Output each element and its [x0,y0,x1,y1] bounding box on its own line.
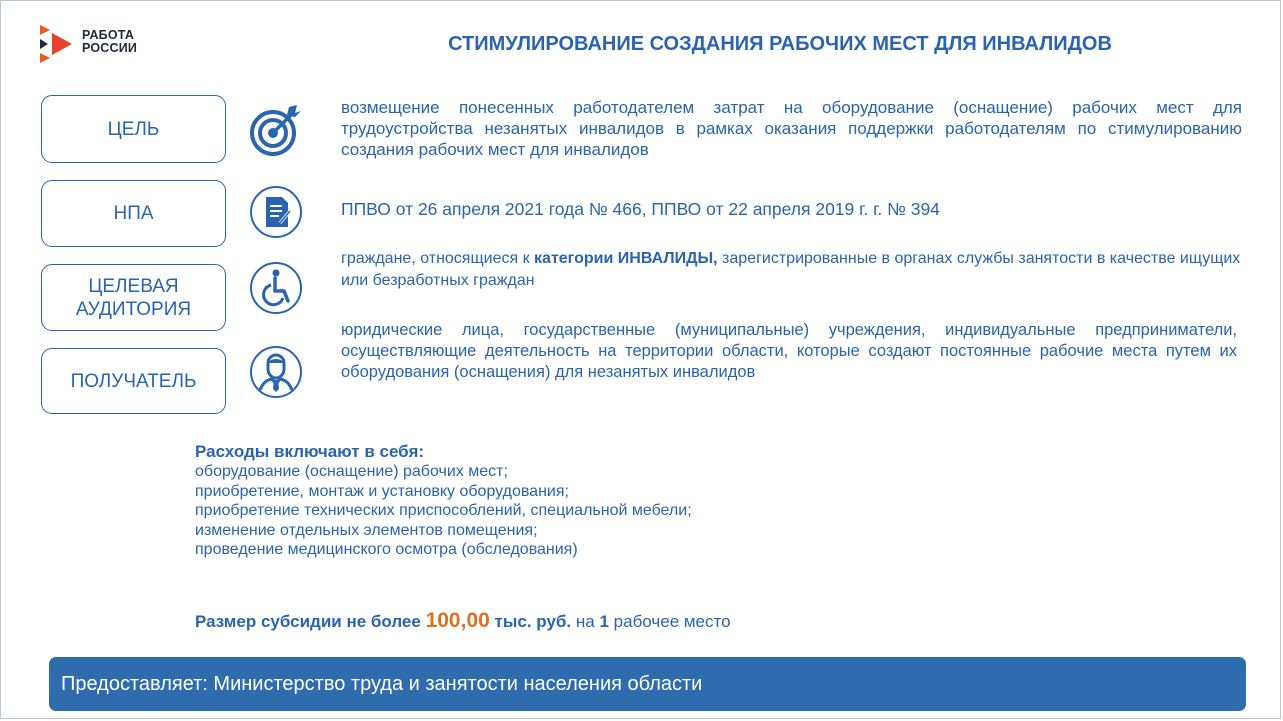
document-icon [249,185,303,239]
npa-label-box [41,180,226,247]
subsidy-prefix: Размер субсидии не более [195,612,421,631]
audience-text [341,248,1242,292]
audience-label-box [41,264,226,331]
subsidy-suffix: рабочее место [613,612,731,631]
goal-text: возмещение понесенных работодателем затрат на оборудование (оснащение) рабочих мест для трудоустройства незанятых инвалидов в рамках оказания поддержки работодателям по стимулированию создания рабочих мест для инвалидов [341,98,1242,159]
provider-text: Предоставляет: Министерство труда и занятости населения области [61,672,703,695]
goal-label: ЦЕЛЬ [107,118,160,140]
recipient-label-box [41,348,226,414]
page-title: СТИМУЛИРОВАНИЕ СОЗДАНИЯ РАБОЧИХ МЕСТ ДЛЯ ИНВАЛИДОВ [448,33,1112,55]
target-icon [249,103,303,157]
subsidy-amount: 100,00 [425,609,490,632]
expense-item: приобретение технических приспособлений, специальной мебели; [195,502,692,519]
expense-item: изменение отдельных элементов помещения; [195,521,538,539]
audience-text-after: зарегистрированные в органах службы занятости в качестве ищущих или безработных граждан [341,250,1241,289]
subsidy-count: 1 [599,612,609,631]
npa-label: НПА [113,203,154,224]
audience-text-bold: категории ИНВАЛИДЫ, [534,250,718,267]
goal-label-box [41,95,226,163]
person-icon [249,345,303,399]
audience-text-before: граждане, относящиеся к [341,250,535,267]
wheelchair-icon [249,261,303,315]
expense-item: оборудование (оснащение) рабочих мест; [195,463,508,480]
npa-text: ППВО от 26 апреля 2021 года № 466, ППВО от 22 апреля 2019 г. г. № 394 [341,199,940,219]
expense-item: проведение медицинского осмотра (обследования) [195,541,578,558]
audience-label-line1: ЦЕЛЕВАЯ [88,275,179,297]
logo [38,19,178,75]
audience-label-line2: АУДИТОРИЯ [75,298,192,320]
provider-footer [49,657,1246,711]
recipient-text: юридические лица, государственные (муниципальные) учреждения, индивидуальные предприниматели, осуществляющие деятельность на территории области, которые создают постоянные рабочие места путем их оборудования (оснащения) для незанятых инвалидов [341,321,1237,381]
expenses-block [195,442,692,560]
recipient-label: ПОЛУЧАТЕЛЬ [70,370,197,392]
logo-line2: РОССИИ [82,41,138,55]
subsidy-line [195,609,731,633]
expense-item: приобретение, монтаж и установку оборудования; [195,482,569,500]
expenses-heading: Расходы включают в себя: [195,442,425,461]
logo-line1: РАБОТА [82,28,135,42]
logo-text [82,29,137,55]
logo-arrows-icon [38,19,78,73]
subsidy-on: на [575,612,595,631]
subsidy-unit: тыс. руб. [494,612,572,631]
